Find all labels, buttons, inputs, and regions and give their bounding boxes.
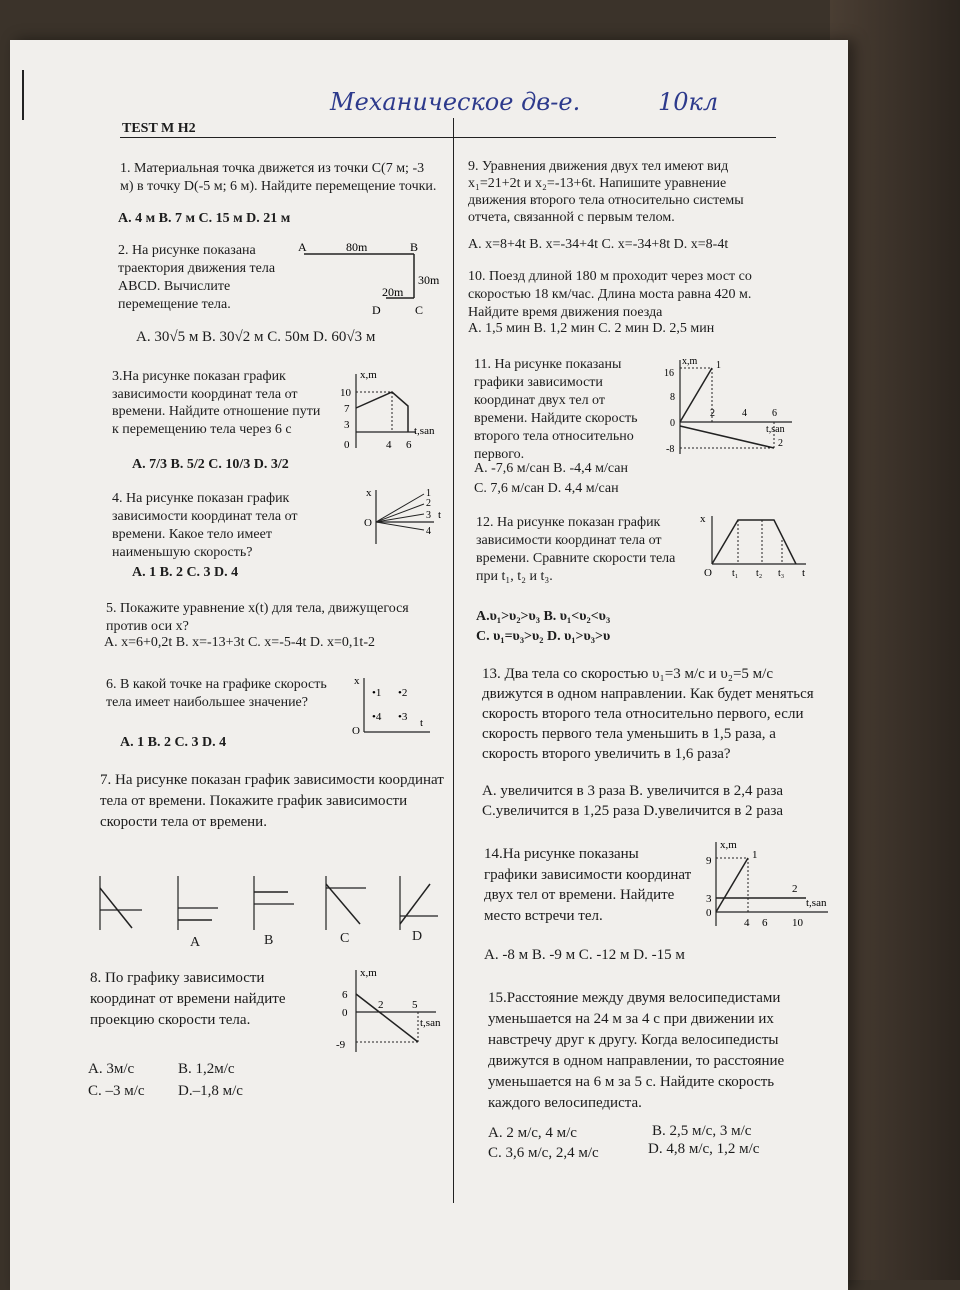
q3-tick-4: 4 <box>386 439 392 451</box>
question-9: 9. Уравнения движения двух тел имеют вид x₁=21+2t и x₂=-13+6t. Напишите уравнение движения второго тела относительно системы отчета, связанной с первым телом. <box>468 159 744 225</box>
graph-q14 <box>702 836 834 932</box>
question-3: 3.На рисунке показан график зависимости координат тела от времени. Найдите отношение пути к перемещению тела через 6 с <box>112 369 321 437</box>
answers-13-line2: C.увеличится в 1,25 раза D.увеличится в 2 раза <box>482 803 784 819</box>
q6-point-3: •3 <box>398 711 408 723</box>
q12-axis-x: x <box>700 513 706 525</box>
q7-label-c: C <box>340 931 350 946</box>
q14-axis-x: x,m <box>720 839 737 851</box>
q11-tick-minus8: -8 <box>666 444 675 455</box>
question-8: 8. По графику зависимости координат от времени найдите проекцию скорости тела. <box>90 970 286 1028</box>
q7-x-graph <box>100 876 142 930</box>
q3-tick-3: 3 <box>344 419 350 431</box>
answers-9: A. x=8+4t B. x=-34+4t C. x=-34+8t D. x=8-4t <box>468 237 729 252</box>
question-1: 1. Материальная точка движется из точки C(7 м; -3 м) в точку D(-5 м; 6 м). Найдите перемещение точки. <box>120 161 437 194</box>
q8-tick-6: 6 <box>342 989 348 1001</box>
label-b: B <box>410 240 419 254</box>
q12-origin: O <box>704 567 712 579</box>
handwritten-grade: 10кл <box>658 88 719 116</box>
q7-option-a <box>178 876 218 930</box>
question-12: 12. На рисунке показан график зависимости координат тела от времени. Сравните скорости тела при t₁, t₂ и t₃. <box>476 515 676 584</box>
q7-label-b: B <box>264 933 274 948</box>
q3-tick-7: 7 <box>344 403 350 415</box>
q12-tick-t1: t₁ <box>732 568 739 579</box>
q4-line-4: 4 <box>426 526 431 537</box>
q8-tick-0: 0 <box>342 1007 348 1019</box>
graph-q4 <box>360 484 450 550</box>
answers-15-b: B. 2,5 м/с, 3 м/с <box>652 1123 752 1139</box>
q11-tick-8: 8 <box>670 392 675 403</box>
question-6: 6. В какой точке на графике скорость тела имеет наибольшее значение? <box>106 677 327 710</box>
answers-2: A. 30√5 м B. 30√2 м C. 50м D. 60√3 м <box>136 329 376 345</box>
q14-tick-10: 10 <box>792 917 803 929</box>
q6-origin: O <box>352 725 360 737</box>
answers-10: A. 1,5 мин B. 1,2 мин C. 2 мин D. 2,5 мин <box>468 321 715 336</box>
q8-axis-x: x,m <box>360 967 377 979</box>
label-20m: 20m <box>382 285 404 299</box>
q14-tick-3: 3 <box>706 893 712 905</box>
q14-tick-9: 9 <box>706 855 712 867</box>
question-15: 15.Расстояние между двумя велосипедистами уменьшается на 24 м за 4 с при движении их навстречу друг к другу. Когда велосипедисты движутся в одном направлении, то расстояние уменьшается на 6 м за 5 с. Найдите скорость каждого велосипедиста. <box>488 990 785 1111</box>
q6-axis-x: x <box>354 675 360 687</box>
graph-q11 <box>662 354 802 460</box>
answers-11-line2: C. 7,6 м/сан D. 4,4 м/сан <box>474 481 619 496</box>
q14-tick-6: 6 <box>762 917 768 929</box>
q7-label-d: D <box>412 929 423 944</box>
q11-line-2: 2 <box>778 438 783 449</box>
answers-13-line1: A. увеличится в 3 раза B. увеличится в 2,4 раза <box>482 783 784 799</box>
answers-8-b: B. 1,2м/с <box>178 1061 235 1077</box>
q4-axis-x: x <box>366 487 372 499</box>
q12-axis-t: t <box>802 567 806 579</box>
q3-tick-10: 10 <box>340 387 351 399</box>
q12-tick-t2: t₂ <box>756 568 763 579</box>
test-header: TEST M H2 <box>122 121 196 136</box>
q8-tick-5: 5 <box>412 999 418 1011</box>
graph-q8 <box>336 964 454 1056</box>
q4-line-2: 2 <box>426 498 431 509</box>
graph-q3 <box>336 368 452 460</box>
answers-6: A. 1 B. 2 C. 3 D. 4 <box>120 735 227 750</box>
answers-12-line2: C. υ₁=υ₃>υ₂ D. υ₁>υ₃>υ <box>476 629 611 644</box>
answers-12-line1: A.υ₁>υ₂>υ₃ B. υ₁<υ₂<υ₃ <box>476 609 611 624</box>
q14-line-1: 1 <box>752 849 758 861</box>
q11-axis-t: t,san <box>766 424 785 435</box>
label-a: A <box>298 240 307 254</box>
trajectory-diagram <box>296 238 446 320</box>
answers-8-c: C. –3 м/с <box>88 1083 145 1099</box>
question-13: 13. Два тела со скоростью υ₁=3 м/с и υ₂=5 м/с движутся в одном направлении. Как будет меняться скорость второго тела относительно первого, если скорость первого тела уменьшить в 1,5 раза, а скорость второго увеличить в 1,6 раза? <box>482 666 814 762</box>
q12-tick-t3: t₃ <box>778 568 785 579</box>
answers-3: A. 7/3 B. 5/2 C. 10/3 D. 3/2 <box>132 457 289 472</box>
label-30m: 30m <box>418 273 440 287</box>
question-5: 5. Покажите уравнение x(t) для тела, движущегося против оси x? <box>106 601 409 634</box>
q7-option-d <box>400 876 438 930</box>
q14-axis-t: t,san <box>806 897 827 909</box>
q11-line-1: 1 <box>716 360 721 371</box>
label-c: C <box>415 303 424 317</box>
question-11: 11. На рисунке показаны графики зависимости координат двух тел от времени. Найдите скорость второго тела относительно первого. <box>474 357 638 462</box>
question-14: 14.На рисунке показаны графики зависимости координат двух тел от времени. Найдите место встречи тел. <box>484 846 692 924</box>
q14-line-2: 2 <box>792 883 798 895</box>
q3-tick-6: 6 <box>406 439 412 451</box>
graph-q6 <box>350 672 440 738</box>
q11-tick-2: 2 <box>710 408 715 419</box>
answers-1: A. 4 м B. 7 м C. 15 м D. 21 м <box>118 211 291 226</box>
answers-14: A. -8 м B. -9 м C. -12 м D. -15 м <box>484 947 685 963</box>
q8-tick-2: 2 <box>378 999 384 1011</box>
q7-label-a: A <box>190 935 201 950</box>
answers-8-a: A. 3м/с <box>88 1061 135 1077</box>
header-rule <box>120 137 776 138</box>
q4-line-3: 3 <box>426 510 431 521</box>
answers-11-line1: A. -7,6 м/сан B. -4,4 м/сан <box>474 461 628 476</box>
q14-tick-4: 4 <box>744 917 750 929</box>
graph-q12 <box>696 510 816 582</box>
background-shadow <box>830 0 960 1280</box>
label-d: D <box>372 303 381 317</box>
q3-tick-0: 0 <box>344 439 350 451</box>
q8-tick-minus9: -9 <box>336 1039 346 1051</box>
q11-tick-0: 0 <box>670 418 675 429</box>
question-2: 2. На рисунке показана траектория движения тела ABCD. Вычислите перемещение тела. <box>118 243 276 312</box>
question-4: 4. На рисунке показан график зависимости координат тела от времени. Какое тело имеет наименьшую скорость? <box>112 491 298 560</box>
answers-4: A. 1 B. 2 C. 3 D. 4 <box>132 565 239 580</box>
q3-axis-x: x,m <box>360 369 377 381</box>
q6-point-4: •4 <box>372 711 382 723</box>
handwritten-title: Механическое дв-е. <box>330 88 581 116</box>
q6-point-2: •2 <box>398 687 408 699</box>
q3-axis-t: t,san <box>414 425 435 437</box>
q11-tick-6: 6 <box>772 408 777 419</box>
answers-15-d: D. 4,8 м/с, 1,2 м/с <box>648 1141 760 1157</box>
q11-tick-4: 4 <box>742 408 747 419</box>
q14-tick-0: 0 <box>706 907 712 919</box>
q7-option-b <box>254 876 294 930</box>
q6-point-1: •1 <box>372 687 382 699</box>
q4-axis-t: t <box>438 509 442 521</box>
q4-line-1: 1 <box>426 488 431 499</box>
question-7: 7. На рисунке показан график зависимости координат тела от времени. Покажите график зависимости скорости тела от времени. <box>100 772 444 830</box>
q6-axis-t: t <box>420 717 424 729</box>
answers-5: A. x=6+0,2t B. x=-13+3t C. x=-5-4t D. x=0,1t-2 <box>104 635 375 650</box>
margin-mark <box>22 70 24 120</box>
answers-15-c: C. 3,6 м/с, 2,4 м/с <box>488 1145 599 1161</box>
q11-axis-x: x,m <box>682 356 698 367</box>
answers-15-a: A. 2 м/с, 4 м/с <box>488 1125 577 1141</box>
q4-origin: O <box>364 517 372 529</box>
question-10: 10. Поезд длиной 180 м проходит через мост со скоростью 18 км/час. Длина моста равна 420 м. Найдите время движения поезда <box>468 269 752 320</box>
q11-tick-16: 16 <box>664 368 674 379</box>
q7-option-c <box>326 876 366 930</box>
q8-axis-t: t,san <box>420 1017 441 1029</box>
answers-8-d: D.–1,8 м/с <box>178 1083 243 1099</box>
label-80m: 80m <box>346 240 368 254</box>
